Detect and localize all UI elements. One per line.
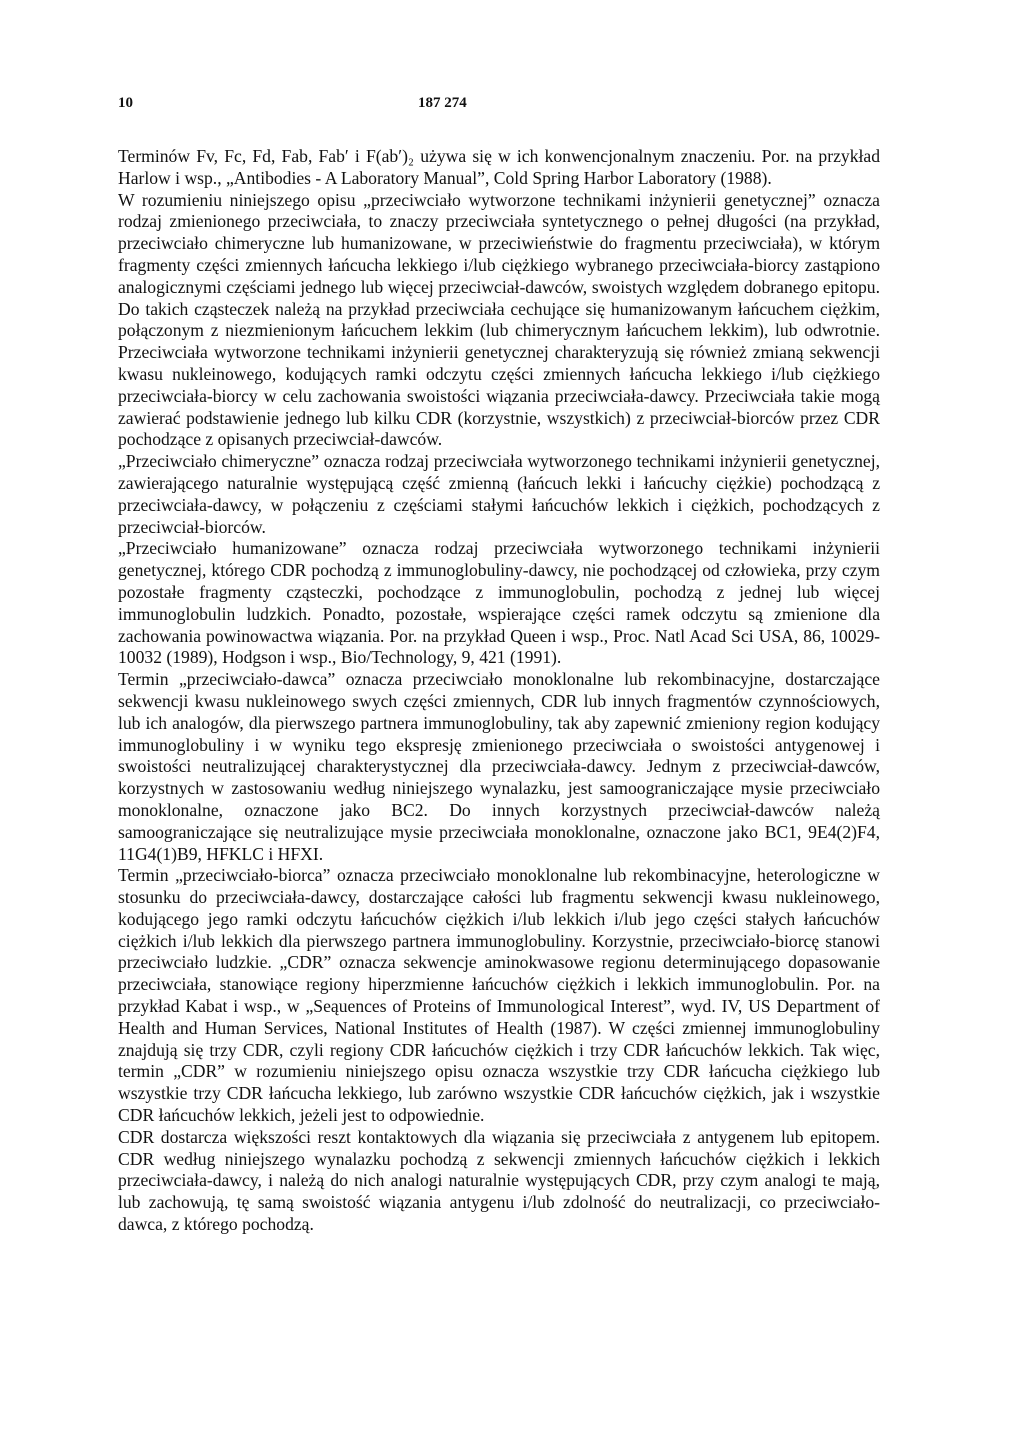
paragraph-humanized-antibody: „Przeciwciało humanizowane” oznacza rodzaj przeciwciała wytworzonego technikami inżynierii genetycznej, którego CDR pochodzą z immunoglobuliny-dawcy, nie pochodzącej od człowieka, przy czym pozostałe fragmenty cząsteczki, pochodzące z immunoglobulin, pochodzą z jednej lub więcej immunoglobulin ludzkich. Ponadto, pozostałe, wspierające części ramek odczytu są zmienione dla zachowania powinowactwa wiązania. Por. na przykład Queen i wsp., Proc. Natl Acad Sci USA, 86, 10029-10032 (1989), Hodgson i wsp., Bio/Technology, 9, 421 (1991). <box>118 538 880 668</box>
paragraph-fab-terms: Terminów Fv, Fc, Fd, Fab, Fab′ i F(ab′)₂ używa się w ich konwencjonalnym znaczeniu. Por. na przykład Harlow i wsp., „Antibodies - A Laboratory Manual”, Cold Spring Harbor Laboratory (1988). <box>118 146 880 188</box>
page-header <box>118 95 878 117</box>
patent-number: 187 274 <box>418 95 467 111</box>
paragraph-acceptor-antibody: Termin „przeciwciało-biorca” oznacza przeciwciało monoklonalne lub rekombinacyjne, heterologiczne w stosunku do przeciwciała-dawcy, dostarczające całości lub fragmentu sekwencji kwasu nukleinowego, kodującego jego ramki odczytu łańcuchów ciężkich i/lub lekkich i/lub jego części stałych łańcuchów ciężkich i/lub lekkich dla pierwszego partnera immunoglobuliny. Korzystnie, przeciwciało-biorcę stanowi przeciwciało ludzkie. „CDR” oznacza sekwencje aminokwasowe regionu determinującego dopasowanie przeciwciała, stanowiące regiony hiperzmienne łańcuchów ciężkich i lekkich immunoglobulin. Por. na przykład Kabat i wsp., w „Seąuences of Proteins of Immunological Interest”, wyd. IV, US Department of Health and Human Services, National Institutes of Health (1987). W części zmiennej immunoglobuliny znajdują się trzy CDR, czyli regiony CDR łańcuchów ciężkich i trzy CDR łańcuchów lekkich. Tak więc, termin „CDR” w rozumieniu niniejszego opisu oznacza wszystkie trzy CDR łańcucha ciężkiego lub wszystkie trzy CDR łańcucha lekkiego, lub zarówno wszystkie CDR łańcuchów ciężkich, jak i wszystkie CDR łańcuchów lekkich, jeżeli jest to odpowiednie. <box>118 865 880 1126</box>
paragraph-engineered-antibody: W rozumieniu niniejszego opisu „przeciwciało wytworzone technikami inżynierii genetycznej” oznacza rodzaj zmienionego przeciwciała, to znaczy przeciwciała syntetycznego o pełnej długości (na przykład, przeciwciało chimeryczne lub humanizowane, w przeciwieństwie do fragmentu przeciwciała), w którym fragmenty części zmiennych łańcucha lekkiego i/lub ciężkiego wybranego przeciwciała-biorcy zastąpiono analogicznymi częściami jednego lub więcej przeciwciał-dawców, swoistych względem dobranego epitopu. Do takich cząsteczek należą na przykład przeciwciała cechujące się humanizowanym łańcuchem ciężkim, połączonym z niezmienionym łańcuchem lekkim (lub chimerycznym łańcuchem lekkim), lub odwrotnie. Przeciwciała wytworzone technikami inżynierii genetycznej charakteryzują się również zmianą sekwencji kwasu nukleinowego, kodujących ramki odczytu części zmiennych łańcucha lekkiego i/lub ciężkiego przeciwciała-biorcy w celu zachowania swoistości wiązania przeciwciała-dawcy. Przeciwciała takie mogą zawierać podstawienie jednego lub kilku CDR (korzystnie, wszystkich) z przeciwciał-biorców przez CDR pochodzące z opisanych przeciwciał-dawców. <box>118 189 880 450</box>
paragraph-chimeric-antibody: „Przeciwciało chimeryczne” oznacza rodzaj przeciwciała wytworzonego technikami inżynierii genetycznej, zawierającego naturalnie występującą część zmienną (łańcuch lekki i łańcuchy ciężkie) pochodzącą z przeciwciała-dawcy, w połączeniu z częściami stałymi łańcuchów lekkich i ciężkich, pochodzących z przeciwciał-biorców. <box>118 451 880 537</box>
paragraph-cdr-contacts: CDR dostarcza większości reszt kontaktowych dla wiązania się przeciwciała z antygenem lub epitopem. CDR według niniejszego wynalazku pochodzą z sekwencji zmiennych łańcuchów ciężkich i lekkich przeciwciała-dawcy, i należą do nich analogi naturalnie występujących CDR, przy czym analogi te mają, lub zachowują, tę samą swoistość wiązania antygenu i/lub zdolność do neutralizacji, co przeciwciało-dawca, z którego pochodzą. <box>118 1126 880 1235</box>
page-number: 10 <box>118 95 133 111</box>
body-text <box>118 146 880 1236</box>
paragraph-donor-antibody: Termin „przeciwciało-dawca” oznacza przeciwciało monoklonalne lub rekombinacyjne, dostarczające sekwencji kwasu nukleinowego swych części zmiennych, CDR lub innych fragmentów czynnościowych, lub ich analogów, dla pierwszego partnera immunoglobuliny, tak aby zapewnić zmieniony region kodujący immunoglobuliny i w wyniku tego ekspresję zmienionego przeciwciała o swoistości antygenowej i swoistości neutralizującej charakterystycznej dla przeciwciała-dawcy. Jednym z przeciwciał-dawców, korzystnych w zastosowaniu według niniejszego wynalazku, jest samoograniczające mysie przeciwciało monoklonalne, oznaczone jako BC2. Do innych korzystnych przeciwciał-dawców należą samoograniczające się neutralizujące mysie przeciwciała monoklonalne, oznaczone jako BC1, 9E4(2)F4, 11G4(1)B9, HFKLC i HFXI. <box>118 669 880 864</box>
